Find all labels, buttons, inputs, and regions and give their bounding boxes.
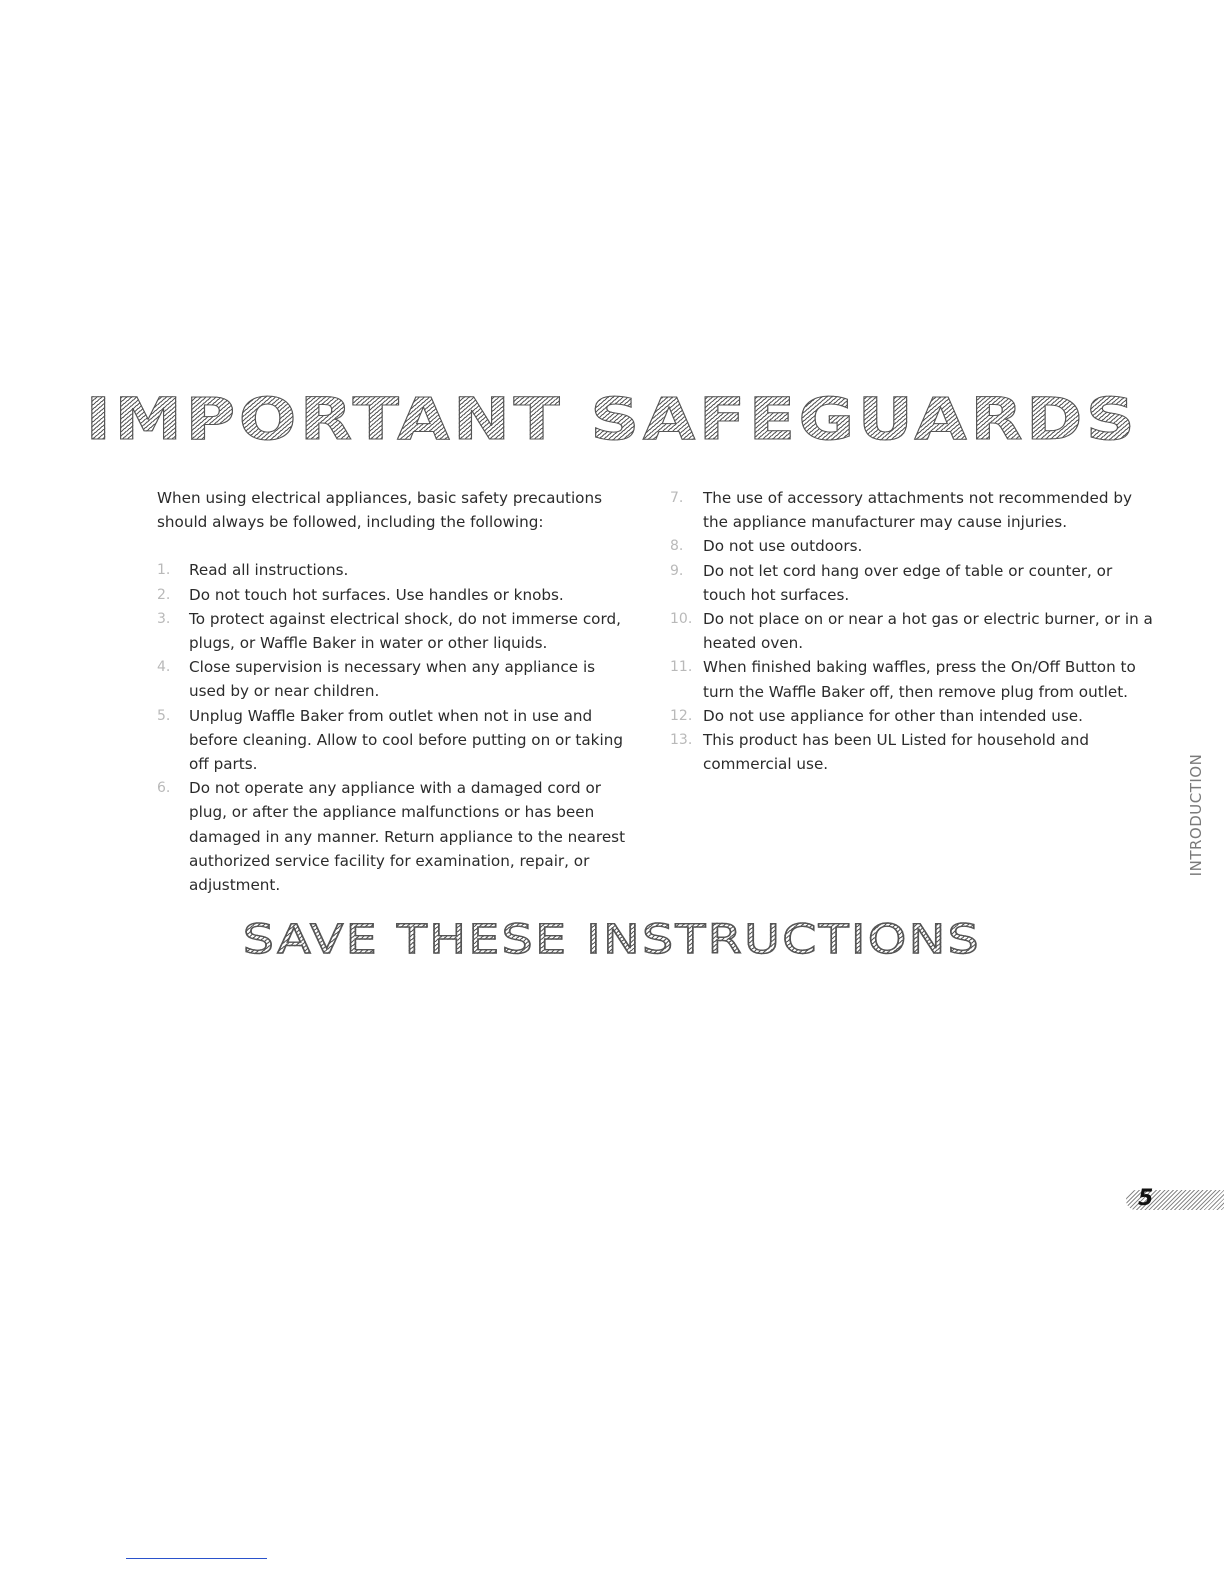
list-item — [157, 607, 627, 655]
item-number: 6. — [157, 780, 171, 797]
section-label-text: INTRODUCTION — [1187, 753, 1205, 877]
list-item — [157, 558, 627, 582]
item-text: Close supervision is necessary when any appliance is used by or near children. — [189, 658, 596, 701]
item-text: This product has been UL Listed for household and commercial use. — [703, 731, 1090, 774]
list-item — [670, 655, 1154, 703]
list-item — [670, 559, 1154, 607]
item-text: Do not let cord hang over edge of table or counter, or touch hot surfaces. — [703, 561, 1113, 604]
item-number: 7. — [670, 490, 684, 506]
item-number: 5. — [157, 707, 171, 724]
item-number: 3. — [157, 610, 171, 627]
item-text: When finished baking waffles, press the On/Off Button to turn the Waffle Baker off, then remove plug from outlet. — [703, 658, 1136, 701]
item-text: Do not use appliance for other than intended use. — [703, 706, 1083, 725]
page-number: 5 — [1138, 1186, 1154, 1211]
list-item — [670, 486, 1154, 534]
item-text: Do not use outdoors. — [703, 537, 863, 556]
list-item — [157, 655, 627, 703]
item-number: 13. — [670, 732, 693, 749]
item-number: 4. — [157, 659, 171, 676]
page-title: IMPORTANT SAFEGUARDS — [0, 390, 1224, 448]
item-text: Do not place on or near a hot gas or electric burner, or in a heated oven. — [703, 610, 1153, 653]
bottom-rule — [126, 1558, 267, 1559]
item-text: Read all instructions. — [189, 561, 349, 580]
item-number: 1. — [157, 562, 171, 579]
left-column — [157, 486, 627, 897]
list-item — [670, 728, 1154, 776]
right-column — [670, 486, 1154, 776]
item-number: 12. — [670, 707, 693, 724]
item-number: 11. — [670, 659, 693, 676]
list-item — [157, 776, 627, 897]
item-text: Do not touch hot surfaces. Use handles or knobs. — [189, 585, 564, 604]
list-item — [157, 704, 627, 777]
list-item — [670, 534, 1154, 558]
intro-paragraph: When using electrical appliances, basic safety precautions should always be followed, including the following: — [157, 489, 603, 532]
save-instructions-heading: SAVE THESE INSTRUCTIONS — [0, 920, 1224, 960]
item-text: The use of accessory attachments not recommended by the appliance manufacturer may cause injuries. — [703, 489, 1132, 532]
list-item — [670, 607, 1154, 655]
list-item — [157, 583, 627, 607]
list-item — [670, 704, 1154, 728]
page-number-tab — [1126, 1186, 1224, 1211]
item-number: 10. — [670, 611, 693, 628]
item-text: Unplug Waffle Baker from outlet when not in use and before cleaning. Allow to cool before putting on or taking off parts. — [189, 706, 623, 774]
item-number: 8. — [670, 538, 684, 555]
item-number: 2. — [157, 586, 171, 603]
item-text: To protect against electrical shock, do not immerse cord, plugs, or Waffle Baker in water or other liquids. — [189, 609, 621, 653]
item-text: Do not operate any appliance with a damaged cord or plug, or after the appliance malfunctions or has been damaged in any manner. Return appliance to the nearest authorized service facility for examination, repair, or adjustment. — [189, 779, 626, 895]
item-number: 9. — [670, 562, 684, 579]
